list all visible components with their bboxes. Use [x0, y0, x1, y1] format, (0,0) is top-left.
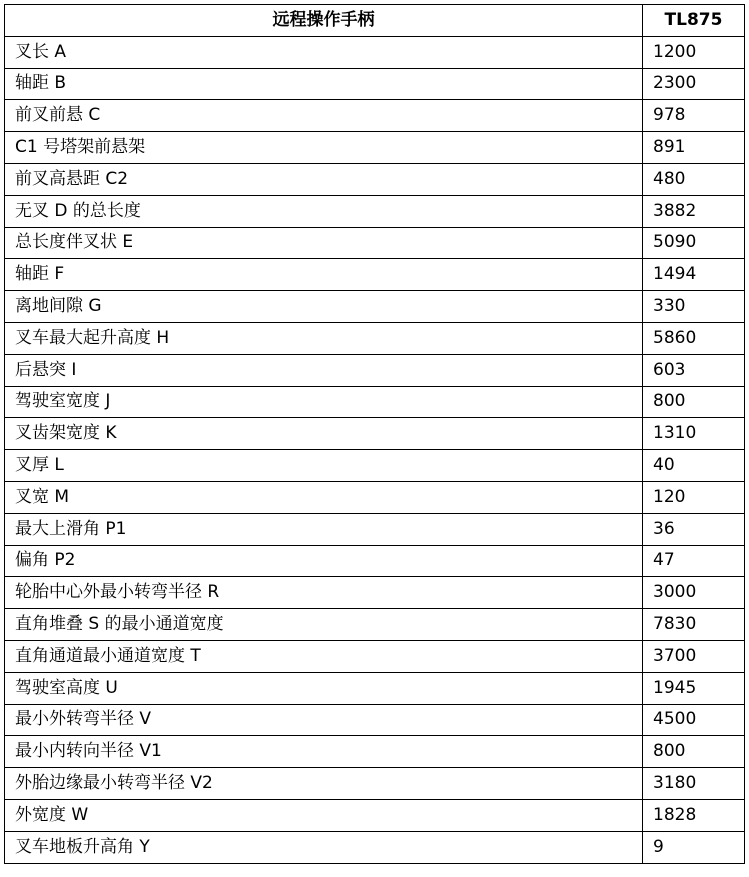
value-cell: 3000	[643, 577, 745, 609]
table-row	[5, 704, 745, 736]
table-header-row	[5, 5, 745, 37]
parameter-cell: 轮胎中心外最小转弯半径 R	[5, 577, 643, 609]
spec-table	[4, 4, 745, 864]
value-cell: 5090	[643, 227, 745, 259]
value-cell: 800	[643, 386, 745, 418]
parameter-cell: 轴距 F	[5, 259, 643, 291]
table-row	[5, 418, 745, 450]
value-cell: 330	[643, 291, 745, 323]
table-row	[5, 736, 745, 768]
parameter-cell: 前叉前悬 C	[5, 100, 643, 132]
table-row	[5, 545, 745, 577]
parameter-cell: 直角堆叠 S 的最小通道宽度	[5, 609, 643, 641]
parameter-cell: 叉车地板升高角 Y	[5, 831, 643, 863]
table-row	[5, 259, 745, 291]
value-cell: 36	[643, 513, 745, 545]
parameter-cell: 外宽度 W	[5, 799, 643, 831]
parameter-cell: 外胎边缘最小转弯半径 V2	[5, 768, 643, 800]
parameter-cell: C1 号塔架前悬架	[5, 132, 643, 164]
table-row	[5, 163, 745, 195]
parameter-cell: 最小外转弯半径 V	[5, 704, 643, 736]
table-row	[5, 36, 745, 68]
table-row	[5, 354, 745, 386]
value-cell: 1310	[643, 418, 745, 450]
parameter-cell: 驾驶室高度 U	[5, 672, 643, 704]
parameter-cell: 直角通道最小通道宽度 T	[5, 640, 643, 672]
value-cell: 1200	[643, 36, 745, 68]
value-cell: 5860	[643, 322, 745, 354]
value-cell: 1828	[643, 799, 745, 831]
value-cell: 3882	[643, 195, 745, 227]
parameter-cell: 偏角 P2	[5, 545, 643, 577]
table-row	[5, 291, 745, 323]
parameter-cell: 最小内转向半径 V1	[5, 736, 643, 768]
parameter-cell: 后悬突 I	[5, 354, 643, 386]
value-cell: 4500	[643, 704, 745, 736]
table-row	[5, 672, 745, 704]
parameter-cell: 叉厚 L	[5, 450, 643, 482]
value-cell: 47	[643, 545, 745, 577]
value-cell: 1494	[643, 259, 745, 291]
parameter-cell: 叉长 A	[5, 36, 643, 68]
table-body	[5, 36, 745, 863]
value-cell: 120	[643, 481, 745, 513]
table-row	[5, 68, 745, 100]
parameter-cell: 叉宽 M	[5, 481, 643, 513]
table-row	[5, 640, 745, 672]
value-cell: 2300	[643, 68, 745, 100]
parameter-cell: 无叉 D 的总长度	[5, 195, 643, 227]
column-header-parameter: 远程操作手柄	[5, 5, 643, 37]
table-row	[5, 132, 745, 164]
parameter-cell: 轴距 B	[5, 68, 643, 100]
value-cell: 603	[643, 354, 745, 386]
value-cell: 800	[643, 736, 745, 768]
table-row	[5, 227, 745, 259]
table-row	[5, 799, 745, 831]
value-cell: 7830	[643, 609, 745, 641]
parameter-cell: 最大上滑角 P1	[5, 513, 643, 545]
table-row	[5, 609, 745, 641]
parameter-cell: 叉车最大起升高度 H	[5, 322, 643, 354]
table-row	[5, 481, 745, 513]
table-row	[5, 450, 745, 482]
table-row	[5, 513, 745, 545]
value-cell: 480	[643, 163, 745, 195]
parameter-cell: 叉齿架宽度 K	[5, 418, 643, 450]
value-cell: 9	[643, 831, 745, 863]
column-header-model: TL875	[643, 5, 745, 37]
value-cell: 3700	[643, 640, 745, 672]
table-row	[5, 195, 745, 227]
table-row	[5, 322, 745, 354]
value-cell: 1945	[643, 672, 745, 704]
parameter-cell: 离地间隙 G	[5, 291, 643, 323]
table-row	[5, 831, 745, 863]
value-cell: 891	[643, 132, 745, 164]
parameter-cell: 前叉高悬距 C2	[5, 163, 643, 195]
parameter-cell: 总长度伴叉状 E	[5, 227, 643, 259]
table-row	[5, 768, 745, 800]
table-row	[5, 100, 745, 132]
table-row	[5, 577, 745, 609]
table-row	[5, 386, 745, 418]
value-cell: 3180	[643, 768, 745, 800]
value-cell: 978	[643, 100, 745, 132]
value-cell: 40	[643, 450, 745, 482]
parameter-cell: 驾驶室宽度 J	[5, 386, 643, 418]
